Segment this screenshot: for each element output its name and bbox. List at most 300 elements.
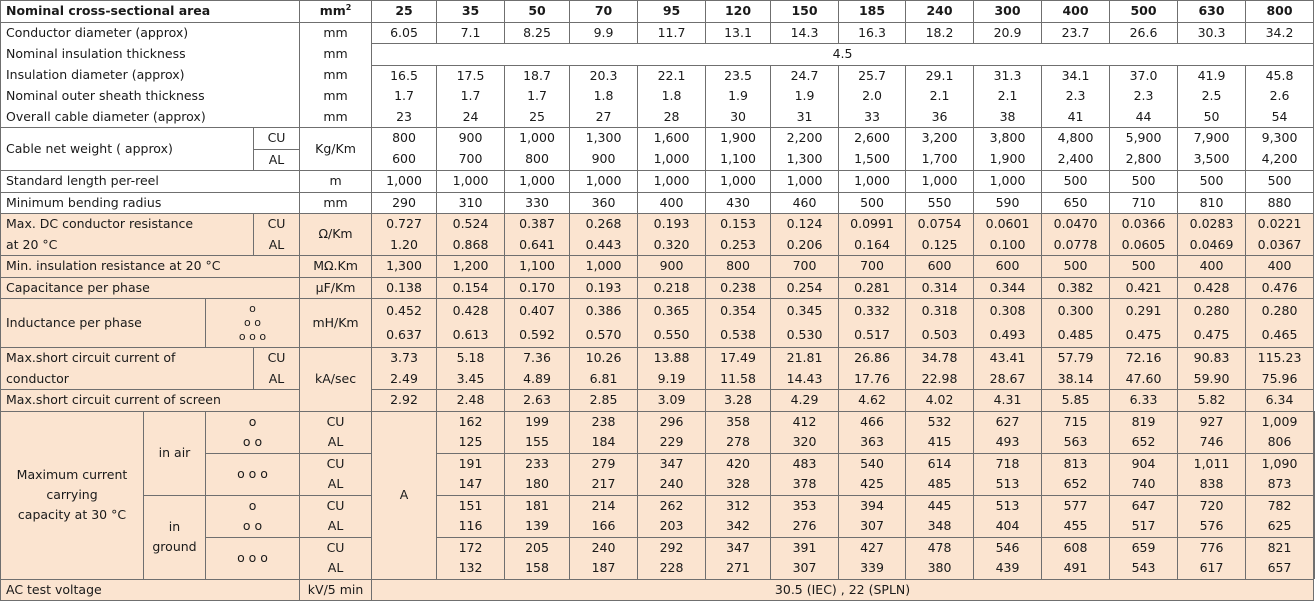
value-cell: 0.281 — [839, 277, 906, 299]
value-cell: 1,300 — [771, 149, 839, 171]
value-cell: 0.524 — [437, 214, 505, 235]
material: CU — [300, 411, 372, 432]
value-cell: 30.5 (IEC) , 22 (SPLN) — [372, 579, 1314, 601]
value-cell: 33 — [839, 107, 906, 128]
value-cell: 1,600 — [638, 128, 706, 150]
value-cell: 1,000 — [974, 171, 1042, 193]
formation-symbol: o o o — [206, 537, 300, 579]
value-cell: 720 — [1178, 495, 1246, 516]
material-cu: CU — [254, 214, 300, 235]
value-cell: 614 — [906, 453, 974, 474]
value-cell: 404 — [974, 516, 1042, 537]
header-unit: $mm^2$ — [300, 1, 372, 23]
value-cell: 310 — [437, 192, 505, 214]
value-cell: 5.18 — [437, 348, 505, 369]
formation-symbol: o — [206, 411, 300, 432]
value-cell: 1.8 — [638, 86, 706, 107]
current-capacity-label: Maximum current carrying capacity at 30 °C — [1, 411, 144, 579]
material: AL — [300, 558, 372, 579]
value-cell: 2.63 — [505, 390, 570, 412]
row-standard_length — [1, 171, 1315, 193]
value-cell: 1,100 — [505, 256, 570, 278]
value-cell: 203 — [638, 516, 706, 537]
row-label: Standard length per-reel — [1, 171, 300, 193]
size-header: 150 — [771, 1, 839, 23]
value-cell: 2.6 — [1246, 86, 1314, 107]
value-cell: 0.320 — [638, 235, 706, 256]
value-cell: 37.0 — [1110, 65, 1178, 86]
unit-cell: MΩ.Km — [300, 256, 372, 278]
value-cell: 1,000 — [839, 171, 906, 193]
value-cell: 158 — [505, 558, 570, 579]
value-cell: 608 — [1042, 537, 1110, 558]
value-cell: 50 — [1178, 107, 1246, 128]
value-cell: 650 — [1042, 192, 1110, 214]
value-cell: 540 — [839, 453, 906, 474]
value-cell: 378 — [771, 474, 839, 495]
value-cell: 500 — [839, 192, 906, 214]
value-cell — [1314, 474, 1315, 495]
value-cell: 0.517 — [839, 323, 906, 348]
value-cell: 0.0469 — [1178, 235, 1246, 256]
size-header: 400 — [1042, 1, 1110, 23]
value-cell: 262 — [638, 495, 706, 516]
row-label: Min. insulation resistance at 20 °C — [1, 256, 300, 278]
value-cell: 0.641 — [505, 235, 570, 256]
value-cell: 151 — [437, 495, 505, 516]
value-cell: 3.09 — [638, 390, 706, 412]
value-cell: 0.0221 — [1246, 214, 1314, 235]
size-header: 50 — [505, 1, 570, 23]
value-cell: 17.5 — [437, 65, 505, 86]
row-label: Max.short circuit current of screen — [1, 390, 300, 412]
value-cell: 1,000 — [906, 171, 974, 193]
row-overall_diameter — [1, 107, 1315, 128]
value-cell: 3,500 — [1178, 149, 1246, 171]
value-cell: 38.14 — [1042, 369, 1110, 390]
row-current-air_trefoil_cu — [1, 411, 1315, 432]
row-label: Max. DC conductor resistance — [1, 214, 254, 235]
value-cell: 2.49 — [372, 369, 437, 390]
value-cell: 181 — [505, 495, 570, 516]
value-cell: 800 — [706, 256, 771, 278]
value-cell: 659 — [1110, 537, 1178, 558]
value-cell: 115.23 — [1246, 348, 1314, 369]
unit-cell: Ω/Km — [300, 214, 372, 256]
value-cell: 14.43 — [771, 369, 839, 390]
material-al: AL — [254, 235, 300, 256]
value-cell: 0.124 — [771, 214, 839, 235]
value-cell: 348 — [906, 516, 974, 537]
value-cell: 7.1 — [437, 22, 505, 44]
value-cell: 2,600 — [839, 128, 906, 150]
value-cell: 0.125 — [906, 235, 974, 256]
value-cell: 425 — [839, 474, 906, 495]
value-cell: 1,000 — [505, 128, 570, 150]
value-cell: 1.7 — [505, 86, 570, 107]
value-cell: 500 — [1110, 171, 1178, 193]
value-cell: 1.9 — [771, 86, 839, 107]
value-cell: 214 — [570, 495, 638, 516]
value-cell: 0.503 — [906, 323, 974, 348]
value-cell: 391 — [771, 537, 839, 558]
value-cell: 28 — [638, 107, 706, 128]
value-cell: 44 — [1110, 107, 1178, 128]
value-cell: 746 — [1178, 432, 1246, 453]
value-cell: 347 — [706, 537, 771, 558]
value-cell: 806 — [1246, 432, 1314, 453]
value-cell: 0.138 — [372, 277, 437, 299]
value-cell: 2,400 — [1042, 149, 1110, 171]
value-cell: 0.291 — [1110, 299, 1178, 324]
value-cell: 9.9 — [570, 22, 638, 44]
value-cell: 1,000 — [638, 149, 706, 171]
value-cell: 31.3 — [974, 65, 1042, 86]
material: AL — [300, 432, 372, 453]
row-label: AC test voltage — [1, 579, 300, 601]
value-cell: 57.79 — [1042, 348, 1110, 369]
value-cell: 205 — [505, 537, 570, 558]
value-cell: 0.452 — [372, 299, 437, 324]
row-short-circuit-cu — [1, 348, 1315, 369]
material: AL — [300, 474, 372, 495]
value-cell: 0.0367 — [1246, 235, 1314, 256]
value-cell: 600 — [906, 256, 974, 278]
value-cell: 0.280 — [1178, 299, 1246, 324]
row-insulation_thickness — [1, 44, 1315, 66]
value-cell: 8.25 — [505, 22, 570, 44]
value-cell — [1314, 537, 1315, 558]
value-cell: 1,900 — [706, 128, 771, 150]
material-cu: CU — [254, 128, 300, 150]
size-header: 630 — [1178, 1, 1246, 23]
value-cell: 29.1 — [906, 65, 974, 86]
value-cell: 2.1 — [974, 86, 1042, 107]
value-cell: 904 — [1110, 453, 1178, 474]
row-short-circuit-screen — [1, 390, 1315, 412]
value-cell: 880 — [1246, 192, 1314, 214]
value-cell: 353 — [771, 495, 839, 516]
value-cell: 700 — [437, 149, 505, 171]
value-cell: 700 — [771, 256, 839, 278]
value-cell: 4,800 — [1042, 128, 1110, 150]
value-cell: 139 — [505, 516, 570, 537]
value-cell: 412 — [771, 411, 839, 432]
value-cell: 0.443 — [570, 235, 638, 256]
value-cell: 187 — [570, 558, 638, 579]
value-cell: 125 — [437, 432, 505, 453]
value-cell — [1314, 516, 1315, 537]
value-cell: 813 — [1042, 453, 1110, 474]
value-cell: 41.9 — [1178, 65, 1246, 86]
value-cell: 0.300 — [1042, 299, 1110, 324]
value-cell: 500 — [1042, 256, 1110, 278]
value-cell: 23 — [372, 107, 437, 128]
row-label: Max.short circuit current of — [1, 348, 254, 369]
value-cell: 4.62 — [839, 390, 906, 412]
value-cell: 0.238 — [706, 277, 771, 299]
value-cell: 0.613 — [437, 323, 505, 348]
value-cell: 3.73 — [372, 348, 437, 369]
value-cell: 24 — [437, 107, 505, 128]
value-cell: 0.154 — [437, 277, 505, 299]
unit-cell: kA/sec — [300, 348, 372, 412]
value-cell: 740 — [1110, 474, 1178, 495]
value-cell: 0.465 — [1246, 323, 1314, 348]
value-cell: 810 — [1178, 192, 1246, 214]
value-cell: 18.7 — [505, 65, 570, 86]
header-title: Nominal cross-sectional area — [1, 1, 300, 23]
value-cell: 276 — [771, 516, 839, 537]
value-cell: 532 — [906, 411, 974, 432]
value-cell: 328 — [706, 474, 771, 495]
value-cell: 715 — [1042, 411, 1110, 432]
value-cell: 1.8 — [570, 86, 638, 107]
unit-cell: mm — [300, 192, 372, 214]
value-cell: 217 — [570, 474, 638, 495]
value-cell: 229 — [638, 432, 706, 453]
value-cell: 24.7 — [771, 65, 839, 86]
size-header: 120 — [706, 1, 771, 23]
value-cell: 5.82 — [1178, 390, 1246, 412]
value-cell: 6.33 — [1110, 390, 1178, 412]
value-cell: 1,090 — [1246, 453, 1314, 474]
value-cell: 41 — [1042, 107, 1110, 128]
value-cell: 30 — [706, 107, 771, 128]
value-cell: 342 — [706, 516, 771, 537]
value-cell: 6.34 — [1246, 390, 1314, 412]
value-cell: 718 — [974, 453, 1042, 474]
value-cell: 900 — [638, 256, 706, 278]
header-row — [1, 1, 1315, 23]
value-cell: 0.308 — [974, 299, 1042, 324]
formation-symbol: o o o — [206, 453, 300, 495]
unit-cell: mH/Km — [300, 299, 372, 348]
row-current-ground_trefoil_cu — [1, 495, 1315, 516]
value-cell: 4,200 — [1246, 149, 1314, 171]
value-cell: 7.36 — [505, 348, 570, 369]
value-cell: 455 — [1042, 516, 1110, 537]
value-cell: 0.365 — [638, 299, 706, 324]
value-cell: 233 — [505, 453, 570, 474]
value-cell: 59.90 — [1178, 369, 1246, 390]
value-cell: 34.1 — [1042, 65, 1110, 86]
value-cell — [1314, 432, 1315, 453]
unit-cell: m — [300, 171, 372, 193]
value-cell: 17.49 — [706, 348, 771, 369]
value-cell: 1,000 — [771, 171, 839, 193]
size-header: 35 — [437, 1, 505, 23]
value-cell: 577 — [1042, 495, 1110, 516]
value-cell: 394 — [839, 495, 906, 516]
value-cell: 517 — [1110, 516, 1178, 537]
value-cell: 0.421 — [1110, 277, 1178, 299]
value-cell: 500 — [1178, 171, 1246, 193]
value-cell: 600 — [974, 256, 1042, 278]
value-cell: 23.7 — [1042, 22, 1110, 44]
value-cell: 2.5 — [1178, 86, 1246, 107]
value-cell: 17.76 — [839, 369, 906, 390]
material: CU — [300, 453, 372, 474]
unit-cell: mm — [300, 65, 372, 86]
value-cell: 563 — [1042, 432, 1110, 453]
formation-symbol: o o — [206, 432, 300, 453]
in-ground-label: in ground — [144, 495, 206, 579]
value-cell: 0.570 — [570, 323, 638, 348]
row-dc-resistance-al — [1, 235, 1315, 256]
value-cell: 290 — [372, 192, 437, 214]
row-label: Capacitance per phase — [1, 277, 300, 299]
value-cell: 0.153 — [706, 214, 771, 235]
value-cell: 34.78 — [906, 348, 974, 369]
value-cell — [1314, 495, 1315, 516]
value-cell: 0.387 — [505, 214, 570, 235]
value-cell: 10.26 — [570, 348, 638, 369]
value-cell: 800 — [372, 128, 437, 150]
value-cell: 652 — [1110, 432, 1178, 453]
value-cell: 75.96 — [1246, 369, 1314, 390]
value-cell: 776 — [1178, 537, 1246, 558]
unit-cell: kV/5 min — [300, 579, 372, 601]
value-cell: 7,900 — [1178, 128, 1246, 150]
value-cell: 0.344 — [974, 277, 1042, 299]
row-label: Overall cable diameter (approx) — [1, 107, 300, 128]
value-cell: 400 — [1246, 256, 1314, 278]
value-cell: 184 — [570, 432, 638, 453]
value-cell: 1,900 — [974, 149, 1042, 171]
value-cell: 627 — [974, 411, 1042, 432]
value-cell: 3.28 — [706, 390, 771, 412]
value-cell: 0.428 — [437, 299, 505, 324]
row-outer_sheath — [1, 86, 1315, 107]
value-cell: 2,200 — [771, 128, 839, 150]
value-cell: 427 — [839, 537, 906, 558]
value-cell: 2.0 — [839, 86, 906, 107]
row-bending_radius — [1, 192, 1315, 214]
value-cell: 6.05 — [372, 22, 437, 44]
size-header: 800 — [1246, 1, 1314, 23]
value-cell: 20.9 — [974, 22, 1042, 44]
row-label: Nominal insulation thickness — [1, 44, 300, 66]
value-cell: 25.7 — [839, 65, 906, 86]
value-cell: 11.7 — [638, 22, 706, 44]
value-cell: 0.0778 — [1042, 235, 1110, 256]
value-cell: 543 — [1110, 558, 1178, 579]
value-cell: 9.19 — [638, 369, 706, 390]
value-cell: 2.92 — [372, 390, 437, 412]
value-cell: 9,300 — [1246, 128, 1314, 150]
value-cell: 900 — [437, 128, 505, 150]
value-cell: 546 — [974, 537, 1042, 558]
value-cell: 1.20 — [372, 235, 437, 256]
value-cell: 0.100 — [974, 235, 1042, 256]
value-cell: 500 — [1042, 171, 1110, 193]
value-cell: 1.7 — [437, 86, 505, 107]
value-cell: 500 — [1110, 256, 1178, 278]
value-cell: 647 — [1110, 495, 1178, 516]
value-cell: 0.493 — [974, 323, 1042, 348]
value-cell: 590 — [974, 192, 1042, 214]
value-cell: 0.428 — [1178, 277, 1246, 299]
value-cell: 4.89 — [505, 369, 570, 390]
value-cell: 1,000 — [570, 171, 638, 193]
row-label-2: at 20 °C — [1, 235, 254, 256]
value-cell: 363 — [839, 432, 906, 453]
value-cell: 4.02 — [906, 390, 974, 412]
value-cell: 0.170 — [505, 277, 570, 299]
value-cell: 5,900 — [1110, 128, 1178, 150]
formation-symbols: o o o o o o — [206, 299, 300, 348]
row-ac-test — [1, 579, 1315, 601]
value-cell: 28.67 — [974, 369, 1042, 390]
value-cell: 45.8 — [1246, 65, 1314, 86]
material: CU — [300, 495, 372, 516]
value-cell: 13.1 — [706, 22, 771, 44]
unit-cell: A — [372, 411, 437, 579]
size-header: 240 — [906, 1, 974, 23]
value-cell: 491 — [1042, 558, 1110, 579]
value-cell: 415 — [906, 432, 974, 453]
value-cell: 20.3 — [570, 65, 638, 86]
value-cell: 800 — [505, 149, 570, 171]
value-cell: 23.5 — [706, 65, 771, 86]
material: AL — [300, 516, 372, 537]
value-cell: 320 — [771, 432, 839, 453]
value-cell: 500 — [1246, 171, 1314, 193]
value-cell: 1,200 — [437, 256, 505, 278]
value-cell: 72.16 — [1110, 348, 1178, 369]
value-cell: 360 — [570, 192, 638, 214]
size-header: 185 — [839, 1, 906, 23]
row-inductance-trefoil — [1, 299, 1315, 324]
unit-cell: mm — [300, 107, 372, 128]
size-header: 70 — [570, 1, 638, 23]
value-cell: 0.164 — [839, 235, 906, 256]
value-cell: 162 — [437, 411, 505, 432]
value-cell: 0.280 — [1246, 299, 1314, 324]
size-header: 25 — [372, 1, 437, 23]
formation-symbol: o — [206, 495, 300, 516]
value-cell: 2.48 — [437, 390, 505, 412]
value-cell: 278 — [706, 432, 771, 453]
value-cell: 296 — [638, 411, 706, 432]
value-cell: 0.485 — [1042, 323, 1110, 348]
value-cell: 0.0601 — [974, 214, 1042, 235]
value-cell: 21.81 — [771, 348, 839, 369]
value-cell: 0.538 — [706, 323, 771, 348]
value-cell: 513 — [974, 474, 1042, 495]
in-air-label: in air — [144, 411, 206, 495]
material-al: AL — [254, 149, 300, 171]
value-cell: 347 — [638, 453, 706, 474]
row-label-2: conductor — [1, 369, 254, 390]
value-cell: 1,000 — [706, 171, 771, 193]
value-cell: 550 — [906, 192, 974, 214]
unit-cell: mm — [300, 44, 372, 66]
value-cell: 821 — [1246, 537, 1314, 558]
value-cell: 238 — [570, 411, 638, 432]
unit-cell: μF/Km — [300, 277, 372, 299]
unit-cell: mm — [300, 22, 372, 44]
value-cell: 1,000 — [505, 171, 570, 193]
value-cell: 1,700 — [906, 149, 974, 171]
value-cell: 25 — [505, 107, 570, 128]
value-cell: 782 — [1246, 495, 1314, 516]
value-cell — [1314, 558, 1315, 579]
value-cell: 16.3 — [839, 22, 906, 44]
value-cell: 0.550 — [638, 323, 706, 348]
value-cell: 22.1 — [638, 65, 706, 86]
